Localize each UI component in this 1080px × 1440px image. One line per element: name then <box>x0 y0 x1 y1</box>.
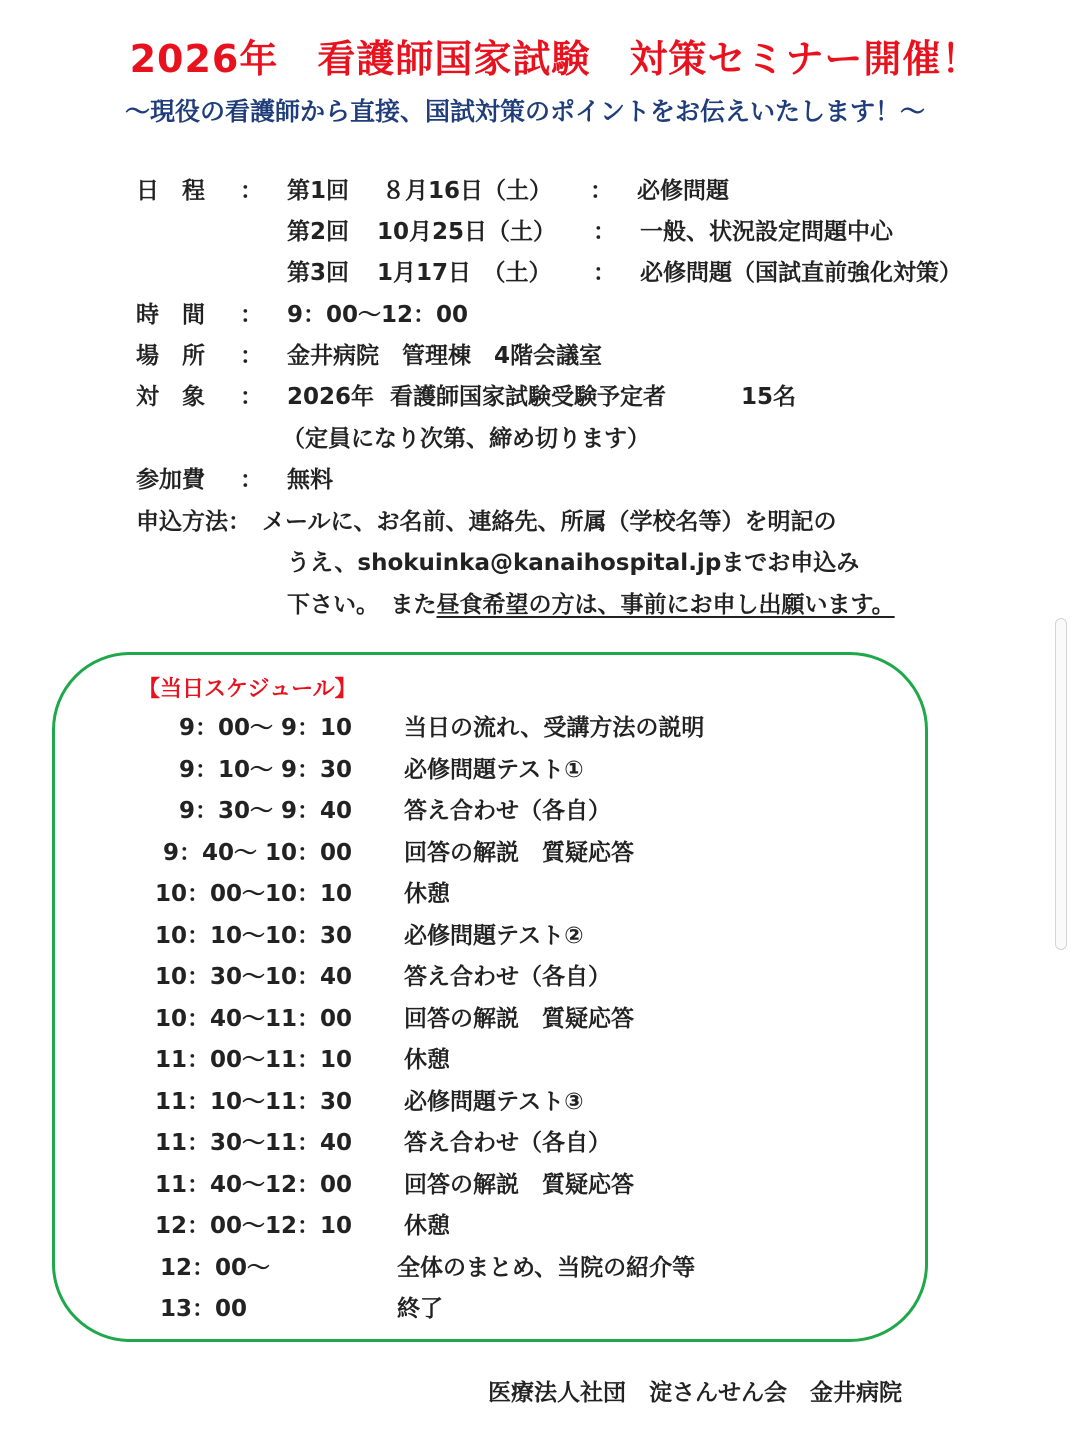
schedule-activity: 休憩 <box>404 1047 450 1073</box>
fee-value: 無料 <box>287 467 333 493</box>
schedule-activity: 必修問題テスト② <box>404 922 584 949</box>
schedule-activity: 回答の解説 質疑応答 <box>404 1005 634 1032</box>
schedule-activity: 答え合わせ（各自） <box>404 964 611 990</box>
session-2-topic: 一般、状況設定問題中心 <box>640 219 893 245</box>
schedule-time: 9：40～ 10：00 <box>162 839 352 866</box>
schedule-time: 10：40～11：00 <box>154 1005 352 1032</box>
session-3-colon: ： <box>593 260 616 286</box>
session-1-topic: 必修問題 <box>637 178 729 204</box>
fee-colon: ： <box>240 467 263 493</box>
schedule-activity: 答え合わせ（各自） <box>404 1130 611 1156</box>
place-label: 場 所 <box>136 343 205 369</box>
organization-name: 医療法人社団 淀さんせん会 金井病院 <box>488 1380 902 1406</box>
schedule-activity: 必修問題テスト③ <box>404 1088 584 1115</box>
session-3-no: 第3回 <box>287 260 350 286</box>
lunch-notice: 昼食希望の方は、事前にお申し出願います。 <box>436 592 895 618</box>
schedule-time: 10：00～10：10 <box>154 881 352 907</box>
schedule-colon: ： <box>240 178 263 204</box>
schedule-activity: 休憩 <box>404 881 450 907</box>
session-2-colon: ： <box>593 219 616 245</box>
target-note: （定員になり次第、締め切ります） <box>282 426 650 452</box>
target-count: 15名 <box>741 384 797 410</box>
session-1-no: 第1回 <box>287 178 350 204</box>
schedule-activity: 回答の解説 質疑応答 <box>404 1171 634 1198</box>
apply-label: 申込方法： <box>136 509 251 535</box>
schedule-time: 11：00～11：10 <box>154 1047 352 1073</box>
schedule-activity: 休憩 <box>404 1213 450 1239</box>
time-colon: ： <box>240 302 263 328</box>
session-2-date: 10月25日（土） <box>377 219 557 245</box>
page-subtitle: ～現役の看護師から直接、国試対策のポイントをお伝えいたします！～ <box>124 97 925 126</box>
apply-line-2: うえ、shokuinka@kanaihospital.jpまでお申込み <box>287 550 860 576</box>
schedule-label: 日 程 <box>136 178 205 204</box>
time-label: 時 間 <box>136 302 205 328</box>
schedule-time: 11：30～11：40 <box>154 1130 352 1156</box>
event-info <box>0 0 1080 640</box>
schedule-title: 【当日スケジュール】 <box>138 677 357 702</box>
session-1-date: ８月16日（土） <box>382 178 553 204</box>
fee-label: 参加費 <box>136 467 205 493</box>
apply-line-3-prefix: 下さい。 また <box>287 592 437 618</box>
schedule-time: 9：00～ 9：10 <box>178 715 352 741</box>
schedule-activity: 当日の流れ、受講方法の説明 <box>404 715 705 741</box>
schedule-activity: 答え合わせ（各自） <box>404 798 611 824</box>
schedule-time: 10：10～10：30 <box>154 922 352 949</box>
time-value: 9：00～12：00 <box>287 302 469 328</box>
target-colon: ： <box>240 384 263 410</box>
schedule-activity: 必修問題テスト① <box>404 756 584 783</box>
schedule-activity: 回答の解説 質疑応答 <box>404 839 634 866</box>
schedule-time: 10：30～10：40 <box>154 964 352 990</box>
scrollbar[interactable] <box>1055 618 1067 950</box>
session-3-date: 1月17日 （土） <box>377 260 552 286</box>
apply-line-3 <box>287 590 895 620</box>
session-1-colon: ： <box>590 178 613 204</box>
schedule-time: 9：30～ 9：40 <box>178 798 352 824</box>
schedule-time: 13：00 <box>160 1296 248 1322</box>
target-label: 対 象 <box>136 384 205 410</box>
schedule-activity: 終了 <box>397 1296 443 1322</box>
target-value: 2026年 看護師国家試験受験予定者 <box>287 384 667 410</box>
apply-line-1: メールに、お名前、連絡先、所属（学校名等）を明記の <box>262 509 837 535</box>
schedule-time: 12：00～ <box>160 1254 271 1281</box>
place-colon: ： <box>240 343 263 369</box>
page-title: 2026年 看護師国家試験 対策セミナー開催！ <box>129 37 981 81</box>
schedule-time: 11：10～11：30 <box>154 1088 352 1115</box>
place-value: 金井病院 管理棟 4階会議室 <box>287 343 603 369</box>
schedule-time: 9：10～ 9：30 <box>178 756 352 783</box>
session-2-no: 第2回 <box>287 219 350 245</box>
session-3-topic: 必修問題（国試直前強化対策） <box>640 260 962 286</box>
schedule-activity: 全体のまとめ、当院の紹介等 <box>397 1254 696 1281</box>
schedule-time: 12：00～12：10 <box>154 1213 352 1239</box>
schedule-time: 11：40～12：00 <box>154 1171 352 1198</box>
